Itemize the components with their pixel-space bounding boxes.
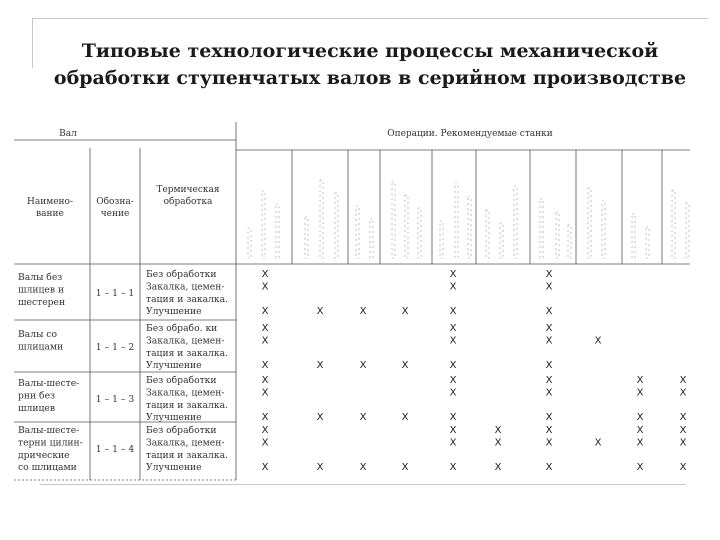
- x-mark: X: [261, 387, 269, 399]
- x-mark: X: [449, 269, 457, 280]
- x-mark: X: [261, 335, 269, 347]
- rotated-label-fragment: [370, 219, 373, 258]
- row-name-line: Валы со: [18, 329, 57, 340]
- x-mark: X: [449, 306, 457, 318]
- x-mark: X: [494, 437, 502, 449]
- row-heat-line: тация и закалка.: [146, 449, 229, 461]
- x-mark: X: [636, 425, 644, 436]
- x-mark: X: [545, 360, 553, 372]
- row-code: 1 – 1 – 4: [95, 444, 135, 455]
- x-mark: X: [679, 437, 687, 449]
- x-mark: X: [316, 360, 324, 372]
- row-heat-line: Без обработки: [146, 425, 217, 436]
- row-name-line: со шлицами: [18, 462, 77, 474]
- x-mark: X: [316, 462, 324, 474]
- x-mark: X: [261, 375, 269, 386]
- x-mark: X: [316, 412, 324, 424]
- x-mark: X: [494, 462, 502, 474]
- group-header-operations: Операции. Рекомендуемые станки: [387, 129, 553, 139]
- row-name-line: Валы-шесте-: [18, 425, 80, 436]
- col-heat-header-2: обработка: [163, 197, 213, 207]
- row-name-line: шлицев и: [18, 284, 65, 296]
- x-mark: X: [401, 412, 409, 424]
- rotated-label-fragment: [305, 217, 308, 258]
- x-mark: X: [545, 425, 553, 436]
- table-row: [18, 425, 687, 473]
- row-heat-line: тация и закалка.: [146, 399, 229, 411]
- row-heat-line: тация и закалка.: [146, 293, 229, 305]
- rotated-label-fragment: [568, 225, 571, 258]
- x-mark: X: [636, 462, 644, 474]
- table-row: [18, 269, 553, 317]
- rotated-label-fragment: [500, 223, 503, 258]
- rotated-label-fragment: [556, 212, 559, 258]
- x-mark: X: [261, 306, 269, 318]
- x-mark: X: [636, 387, 644, 399]
- rotated-label-fragment: [468, 197, 471, 258]
- row-name-line: дрические: [18, 449, 70, 461]
- row-heat-line: Закалка, цемен-: [146, 437, 225, 449]
- x-mark: X: [636, 375, 644, 386]
- x-mark: X: [545, 306, 553, 318]
- x-mark: X: [636, 437, 644, 449]
- x-mark: X: [594, 335, 602, 347]
- x-mark: X: [261, 360, 269, 372]
- x-mark: X: [545, 335, 553, 347]
- x-mark: X: [261, 323, 269, 334]
- row-code: 1 – 1 – 3: [95, 394, 135, 405]
- x-mark: X: [449, 335, 457, 347]
- x-mark: X: [449, 281, 457, 293]
- x-mark: X: [494, 425, 502, 436]
- x-mark: X: [359, 306, 367, 318]
- rotated-label-fragment: [440, 221, 443, 258]
- rotated-label-fragment: [248, 228, 251, 258]
- row-name-line: Валы без: [18, 272, 63, 283]
- x-mark: X: [545, 323, 553, 334]
- col-name-header-2: вание: [36, 209, 64, 219]
- x-mark: X: [449, 462, 457, 474]
- row-code: 1 – 1 – 1: [95, 288, 135, 299]
- rotated-label-fragment: [686, 203, 689, 258]
- rotated-label-fragment: [672, 190, 675, 258]
- row-name-line: шлицев: [18, 402, 56, 414]
- x-mark: X: [449, 375, 457, 386]
- row-heat-line: Улучшение: [146, 412, 202, 424]
- rotated-label-fragment: [588, 188, 591, 258]
- x-mark: X: [594, 437, 602, 449]
- x-mark: X: [261, 269, 269, 280]
- table-grid: [14, 122, 690, 480]
- row-heat-line: тация и закалка.: [146, 347, 229, 359]
- x-mark: X: [679, 412, 687, 424]
- rotated-label-fragment: [455, 184, 458, 258]
- row-heat-line: Без обработки: [146, 269, 217, 280]
- rotated-label-fragment: [514, 186, 517, 258]
- x-mark: X: [316, 306, 324, 318]
- row-heat-line: Закалка, цемен-: [146, 281, 225, 293]
- col-name-header-1: Наимено-: [27, 197, 73, 207]
- x-mark: X: [261, 462, 269, 474]
- row-heat-line: Улучшение: [146, 360, 202, 372]
- x-mark: X: [545, 281, 553, 293]
- x-mark: X: [449, 360, 457, 372]
- rotated-column-headers: [248, 180, 689, 258]
- rotated-label-fragment: [405, 195, 408, 258]
- x-mark: X: [545, 412, 553, 424]
- row-name-line: терни цилин-: [18, 437, 83, 449]
- x-mark: X: [449, 387, 457, 399]
- rotated-label-fragment: [486, 210, 489, 258]
- x-mark: X: [261, 437, 269, 449]
- x-mark: X: [449, 425, 457, 436]
- x-mark: X: [261, 425, 269, 436]
- x-mark: X: [545, 375, 553, 386]
- x-mark: X: [261, 281, 269, 293]
- x-mark: X: [359, 412, 367, 424]
- row-heat-line: Закалка, цемен-: [146, 335, 225, 347]
- rotated-label-fragment: [540, 199, 543, 258]
- rotated-label-fragment: [646, 227, 649, 258]
- rotated-label-fragment: [632, 214, 635, 258]
- x-mark: X: [679, 425, 687, 436]
- row-heat-line: Без обработки: [146, 375, 217, 386]
- table-row: [18, 375, 687, 423]
- rotated-label-fragment: [392, 182, 395, 258]
- x-mark: X: [449, 323, 457, 334]
- x-mark: X: [545, 437, 553, 449]
- x-mark: X: [449, 437, 457, 449]
- rotated-label-fragment: [320, 180, 323, 258]
- x-mark: X: [401, 360, 409, 372]
- x-mark: X: [679, 375, 687, 386]
- x-mark: X: [359, 360, 367, 372]
- title-line-1: Типовые технологические процессы механической: [81, 40, 659, 62]
- rotated-label-fragment: [276, 204, 279, 258]
- row-heat-line: Улучшение: [146, 306, 202, 318]
- row-heat-line: Закалка, цемен-: [146, 387, 225, 399]
- row-heat-line: Без обрабо. ки: [146, 323, 218, 334]
- col-code-header-1: Обозна-: [96, 197, 134, 207]
- x-mark: X: [401, 462, 409, 474]
- x-mark: X: [359, 462, 367, 474]
- title-line-2: обработки ступенчатых валов в серийном производстве: [53, 67, 687, 89]
- x-mark: X: [679, 387, 687, 399]
- x-mark: X: [401, 306, 409, 318]
- x-mark: X: [449, 412, 457, 424]
- x-mark: X: [679, 462, 687, 474]
- rotated-label-fragment: [602, 201, 605, 258]
- row-heat-line: Улучшение: [146, 462, 202, 474]
- x-mark: X: [261, 412, 269, 424]
- row-name-line: Валы-шесте-: [18, 378, 80, 389]
- table-row: [18, 323, 602, 371]
- table-body: [18, 269, 687, 473]
- row-name-line: шестерен: [18, 296, 66, 308]
- x-mark: X: [545, 387, 553, 399]
- row-name-line: шлицами: [18, 341, 64, 353]
- row-name-line: рни без: [18, 390, 56, 402]
- rotated-label-fragment: [262, 191, 265, 258]
- x-mark: X: [545, 269, 553, 280]
- col-heat-header-1: Термическая: [156, 185, 220, 195]
- x-mark: X: [636, 412, 644, 424]
- x-mark: X: [545, 462, 553, 474]
- group-header-val: Вал: [59, 129, 77, 139]
- rotated-label-fragment: [356, 206, 359, 258]
- col-code-header-2: чение: [100, 209, 130, 219]
- rotated-label-fragment: [335, 193, 338, 258]
- row-code: 1 – 1 – 2: [95, 342, 135, 353]
- rotated-label-fragment: [418, 208, 421, 258]
